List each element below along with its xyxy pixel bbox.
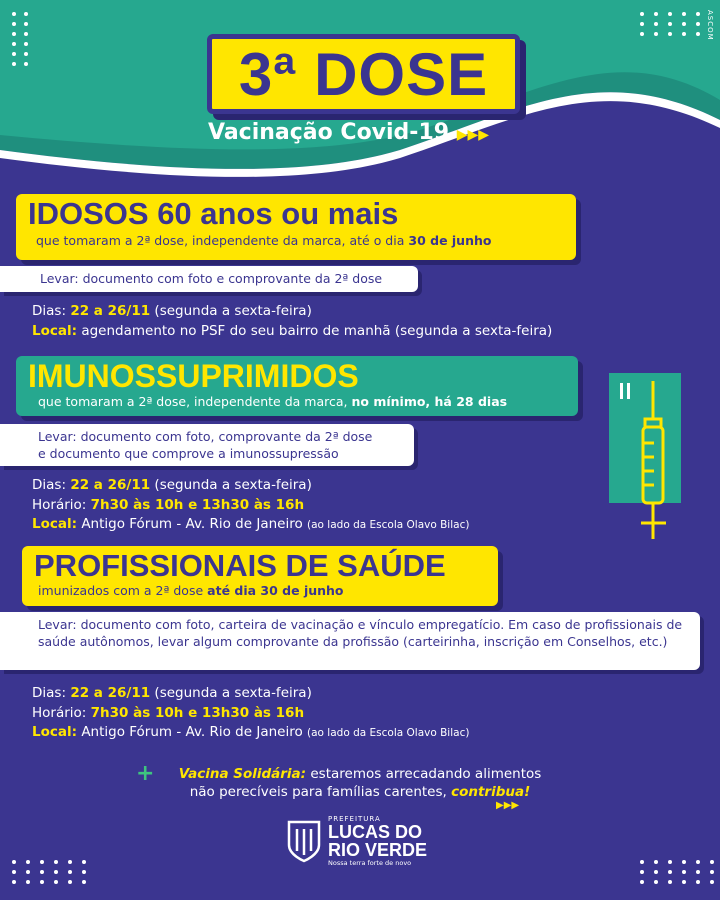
dots-decoration-top-right — [640, 12, 704, 36]
saude-title: PROFISSIONAIS DE SAÚDE — [34, 548, 446, 583]
idosos-desc: que tomaram a 2ª dose, independente da marca, até o dia 30 de junho — [36, 233, 492, 248]
page-title: 3ª DOSE — [238, 40, 489, 108]
title-box — [207, 34, 520, 114]
syringe-icon — [610, 373, 690, 543]
logo-name-2: RIO VERDE — [328, 840, 428, 860]
idosos-info: Dias: 22 a 26/11 (segunda a sexta-feira) Local: agendamento no PSF do seu bairro de manhã (segunda a sexta-feira) — [32, 303, 553, 339]
imuno-banner — [16, 356, 578, 416]
imuno-info: Dias: 22 a 26/11 (segunda a sexta-feira) Horário: 7h30 às 10h e 13h30 às 16h Local: Antigo Fórum - Av. Rio de Janeiro (ao lado da Escola Olavo Bilac) — [32, 477, 470, 533]
ascom-label: ASCOM — [706, 10, 714, 41]
dots-decoration-bottom-left — [12, 860, 90, 884]
dots-decoration-top-left — [12, 12, 30, 66]
arrows-icon: ▶▶▶ — [456, 127, 490, 143]
saude-desc: imunizados com a 2ª dose até dia 30 de junho — [38, 583, 344, 598]
idosos-title: IDOSOS 60 anos ou mais — [28, 196, 399, 231]
saude-banner — [22, 546, 498, 606]
idosos-levar: Levar: documento com foto e comprovante da 2ª dose — [0, 266, 418, 292]
imuno-levar: Levar: documento com foto, comprovante da 2ª dose e documento que comprove a imunossupressão — [0, 424, 414, 466]
idosos-banner — [16, 194, 576, 260]
arrows-icon-bottom: ▶▶▶ — [496, 800, 520, 811]
logo-prefix: PREFEITURA — [328, 815, 381, 823]
shield-icon — [286, 819, 322, 863]
imuno-desc: que tomaram a 2ª dose, independente da marca, no mínimo, há 28 dias — [38, 394, 508, 409]
logo-slogan: Nossa terra forte de novo — [328, 859, 412, 867]
dots-decoration-bottom-right — [640, 860, 718, 884]
saude-info: Dias: 22 a 26/11 (segunda a sexta-feira) Horário: 7h30 às 10h e 13h30 às 16h Local: Antigo Fórum - Av. Rio de Janeiro (ao lado da Escola Olavo Bilac) — [32, 685, 470, 741]
imuno-title: IMUNOSSUPRIMIDOS — [28, 358, 359, 394]
plus-icon: + — [136, 761, 155, 786]
saude-levar: Levar: documento com foto, carteira de vacinação e vínculo empregatício. Em caso de profissionais de saúde autônomos, levar algum comprovante da profissão (carteirinha, inscrição em Conselhos, etc.) — [0, 612, 700, 670]
prefeitura-logo — [286, 815, 427, 867]
page-subtitle: Vacinação Covid-19 ▶▶▶ — [208, 120, 490, 145]
vacina-solidaria: + Vacina Solidária: estaremos arrecadando alimentos não perecíveis para famílias carentes, contribua! — [136, 761, 542, 801]
logo-name-1: LUCAS DO — [328, 822, 422, 842]
